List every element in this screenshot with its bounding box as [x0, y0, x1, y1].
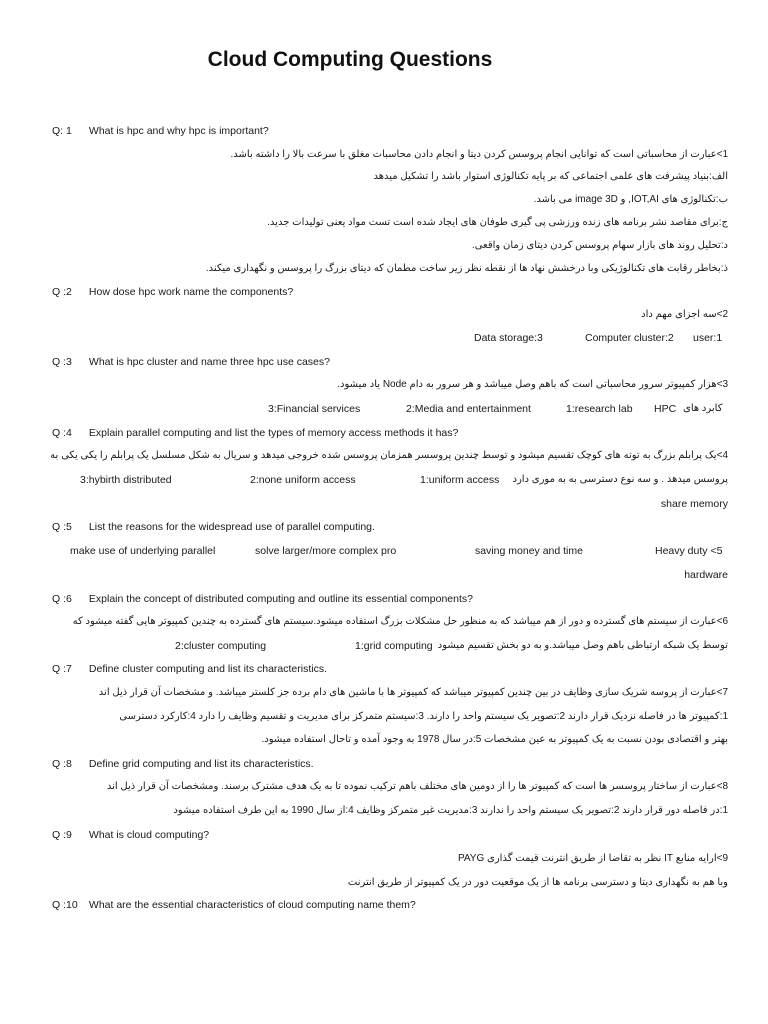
answer-1-line-2: الف:بنیاد پیشرفت های علمی اجتماعی که بر پایه تکنالوژی استوار باشد را تشکیل میدهد — [373, 171, 728, 182]
question-9 — [52, 828, 209, 842]
question-number: Q :7 — [52, 663, 72, 675]
answer-5-tail: hardware — [684, 569, 728, 581]
answer-4-item: 1:uniform access — [420, 474, 500, 486]
answer-1-line-6: ذ:بخاطر رقابت های تکنالوژیکی وبا درخشش نهاد ها از نقطه نظر زیر ساخت مطمان که دیتای بزرگ را پروسس و نگهداری میکند. — [205, 263, 728, 274]
answer-2-item: Computer cluster:2 — [585, 332, 674, 344]
answer-3-item: 1:research lab — [566, 403, 633, 415]
answer-7-line-3: بهتر و اقتصادی بودن نسبت به یک کمپیوتر به عین مشخصات 5:در سال 1978 به وجود آمده و تاحال استفاده میشود. — [261, 734, 728, 745]
answer-6-item: 1:grid computing — [355, 640, 433, 652]
question-text: How dose hpc work name the components? — [88, 286, 294, 298]
answer-5-item: Heavy duty <5 — [655, 545, 723, 557]
question-text: What is hpc and why hpc is important? — [88, 125, 269, 137]
question-number: Q :6 — [52, 593, 72, 605]
question-number: Q :3 — [52, 356, 72, 368]
answer-3-item: کابرد های — [683, 403, 723, 414]
answer-7-line-2: 1:کمپیوتر ها در فاصله نزدیک قرار دارند 2:تصویر یک سیستم واحد را دارند. 3:سیستم متمرکز برای مدیریت و تقسیم وظایف را دارد 4:کارکرد دسترسی — [119, 711, 728, 722]
answer-3-intro: 3>هزار کمپیوتر سرور محاسباتی است که باهم وصل میباشد و هر سرور به دام Node یاد میشود. — [337, 379, 728, 390]
question-5 — [52, 520, 375, 534]
answer-4-item: 3:hybirth distributed — [80, 474, 172, 486]
question-10 — [52, 898, 416, 912]
question-1 — [52, 124, 269, 138]
answer-2-item: user:1 — [693, 332, 723, 344]
question-6 — [52, 592, 473, 606]
answer-2-item: Data storage:3 — [474, 332, 543, 344]
answer-8-line-1: 8>عبارت از ساختار پروسسر ها است که کمپیوتر ها را از دومین های مختلف باهم ترکیب نموده تا به یک هدف مشترک برسند. ومشخصات آن قرار ذیل اند — [106, 781, 728, 792]
question-text: What is hpc cluster and name three hpc use cases? — [88, 356, 330, 368]
answer-4-tail: share memory — [660, 498, 728, 510]
question-text: Define cluster computing and list its characteristics. — [88, 663, 328, 675]
question-number: Q :4 — [52, 427, 72, 439]
question-number: Q :5 — [52, 521, 72, 533]
answer-1-line-1: 1>عبارت از محاسباتی است که توانایی انجام پروسس کردن دیتا و انجام دادن محاسبات مغلق با سرعت بالا را داشته باشد. — [230, 149, 728, 160]
answer-7-line-1: 7>عبارت از پروسه شریک سازی وظایف در بین چندین کمپیوتر میباشد که کمپیوتر ها با ماشین های دام برده جز کلستر میباشد. و مشخصات آن قرار ذیل اند — [98, 687, 728, 698]
answer-1-line-5: د:تحلیل روند های بازار سهام پروسس کردن دیتای زمان واقعی. — [471, 240, 728, 251]
answer-8-line-2: 1:در فاصله دور قرار دارند 2:تصویر یک سیستم واحد را ندارند 3:مدیریت غیر متمرکز وظایف 4:از سال 1990 به این طرف استفاده میشود — [173, 805, 728, 816]
answer-5-item: saving money and time — [475, 545, 583, 557]
question-number: Q :9 — [52, 829, 72, 841]
answer-9-line-1: 9>ارایه منابع IT نظر به تقاضا از طریق انترنت قیمت گذاری PAYG — [457, 853, 728, 864]
question-number: Q: 1 — [52, 125, 72, 137]
answer-1-line-3: ب:تکنالوژی های IOT,AI, و image 3D می باشد. — [533, 194, 728, 205]
page-title: Cloud Computing Questions — [207, 48, 493, 71]
question-text: Explain the concept of distributed computing and outline its essential components? — [88, 593, 473, 605]
answer-4-line-1: 4>یک پرابلم بزرگ به توته های کوچک تقسیم میشود و توسط چندین پروسسر همزمان پروسس شده خروجی میدهد و سریال به شکل مسلسل یک پرابلم را یکی یکی به — [50, 450, 728, 461]
answer-9-line-2: وبا هم به نگهداری دیتا و دسترسی برنامه ها از یک موقعیت دور در یک کمپیوتر از طریق انترنت — [347, 877, 728, 888]
question-3 — [52, 355, 330, 369]
question-7 — [52, 662, 327, 676]
answer-5-item: solve larger/more complex pro — [255, 545, 397, 557]
answer-1-line-4: ج:برای مقاصد نشر برنامه های زنده ورزشی پی گیری طوفان های ایجاد شده است تست مواد یعنی تولیدات جدید. — [267, 217, 728, 228]
question-text: Explain parallel computing and list the types of memory access methods it has? — [88, 427, 459, 439]
answer-3-item: 2:Media and entertainment — [406, 403, 531, 415]
question-text: What are the essential characteristics of cloud computing name them? — [88, 899, 416, 911]
answer-2-intro: 2>سه اجزای مهم داد — [641, 309, 728, 320]
question-2 — [52, 285, 293, 299]
question-text: Define grid computing and list its characteristics. — [88, 758, 314, 770]
answer-3-item: 3:Financial services — [268, 403, 361, 415]
answer-4-item: 2:none uniform access — [250, 474, 356, 486]
question-text: What is cloud computing? — [88, 829, 210, 841]
question-8 — [52, 757, 314, 771]
answer-3-item: HPC — [654, 403, 677, 415]
answer-5-item: make use of underlying parallel — [70, 545, 216, 557]
question-number: Q :10 — [52, 899, 78, 911]
answer-4-line-2: پروسس میدهد . و سه نوع دسترسی به به موری دارد — [512, 474, 728, 485]
question-number: Q :2 — [52, 286, 72, 298]
question-number: Q :8 — [52, 758, 72, 770]
question-4 — [52, 426, 458, 440]
answer-6-line-1: 6>عبارت از سیستم های گسترده و دور از هم میباشد که به منظور حل مشکلات بزرگ استفاده میشود.سیستم های گسترده به چندین کمپیوتر هایی گفته میشود که — [72, 616, 728, 627]
question-text: List the reasons for the widespread use of parallel computing. — [88, 521, 375, 533]
answer-6-item: 2:cluster computing — [175, 640, 267, 652]
answer-6-line-2: توسط یک شبکه ارتباطی باهم وصل میباشد.و به دو بخش تقسیم میشود — [437, 640, 728, 651]
